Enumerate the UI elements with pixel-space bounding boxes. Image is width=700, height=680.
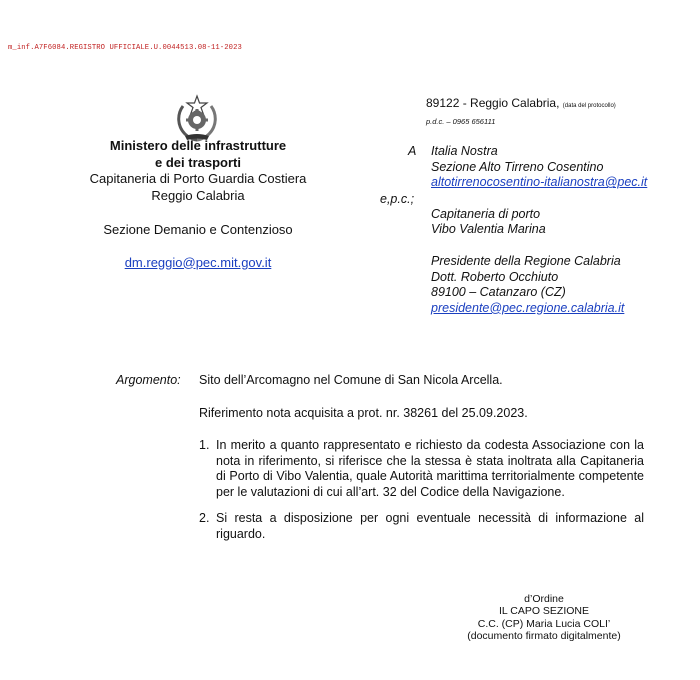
recipient-name: Italia Nostra — [431, 144, 498, 158]
cc1-line1: Capitaneria di porto — [431, 206, 541, 221]
recipient-section: Sezione Alto Tirreno Cosentino — [431, 159, 604, 174]
ministry-name-line2: e dei trasporti — [155, 154, 241, 170]
place-date-block — [426, 96, 616, 129]
reference-text: Riferimento nota acquisita a prot. nr. 38261 del 25.09.2023. — [199, 406, 528, 420]
to-label: A — [408, 144, 417, 158]
signature-line3: C.C. (CP) Maria Lucia COLI’ — [477, 617, 611, 630]
section-name: Sezione Demanio e Contenzioso — [103, 222, 293, 237]
list-item-text: In merito a quanto rappresentato e richiesto da codesta Associazione con la nota in riferimento, si riferisce che la stessa è stata inoltrata alla Capitaneria di Porto di Vibo Valentia, quale Autorità marittima territorialmente competente per le valutazioni di cui all’art. 32 del Codice della Navigazione. — [216, 438, 644, 499]
list-item-number: 2. — [199, 511, 210, 526]
cc2-line3: 89100 – Catanzaro (CZ) — [431, 285, 566, 300]
list-item — [199, 511, 644, 542]
cc2-line2: Dott. Roberto Occhiuto — [431, 269, 559, 284]
cc2-line1: Presidente della Regione Calabria — [431, 253, 621, 268]
list-item-number: 1. — [199, 438, 210, 452]
signature-line2: IL CAPO SEZIONE — [498, 605, 590, 618]
place-text: 89122 - Reggio Calabria, — [426, 96, 560, 110]
subject-text: Sito dell’Arcomagno nel Comune di San Nicola Arcella. — [199, 373, 503, 387]
recipients-block — [431, 144, 647, 316]
recipient-email-link[interactable]: altotirrenocosentino-italianostra@pec.it — [431, 175, 648, 190]
italian-republic-emblem-icon — [175, 94, 219, 142]
sender-block — [60, 138, 336, 271]
cc2-email-link[interactable]: presidente@pec.regione.calabria.it — [431, 300, 625, 315]
date-note: (data del protocollo) — [562, 103, 616, 109]
signature-block — [456, 593, 632, 642]
contact-phone: p.d.c. – 0965 656111 — [426, 117, 496, 126]
cc1-line2: Vibo Valentia Marina — [431, 222, 546, 237]
list-item-text: Si resta a disposizione per ogni eventuale necessità di informazione al riguardo. — [216, 511, 644, 541]
cc-label: e,p.c.; — [380, 192, 415, 206]
subject-label: Argomento: — [116, 373, 181, 387]
sender-email-link[interactable]: dm.reggio@pec.mit.gov.it — [124, 254, 272, 270]
protocol-stamp: m_inf.A7F6084.REGISTRO UFFICIALE.U.0044513.08-11-2023 — [8, 44, 242, 52]
list-item — [199, 438, 644, 500]
body-list — [199, 438, 644, 543]
office-name-line2: Reggio Calabria — [151, 187, 245, 203]
office-name-line1: Capitaneria di Porto Guardia Costiera — [89, 171, 307, 186]
signature-line4: (documento firmato digitalmente) — [467, 629, 621, 642]
ministry-name-line1: Ministero delle infrastrutture — [109, 138, 287, 153]
signature-line1: d’Ordine — [524, 593, 564, 605]
